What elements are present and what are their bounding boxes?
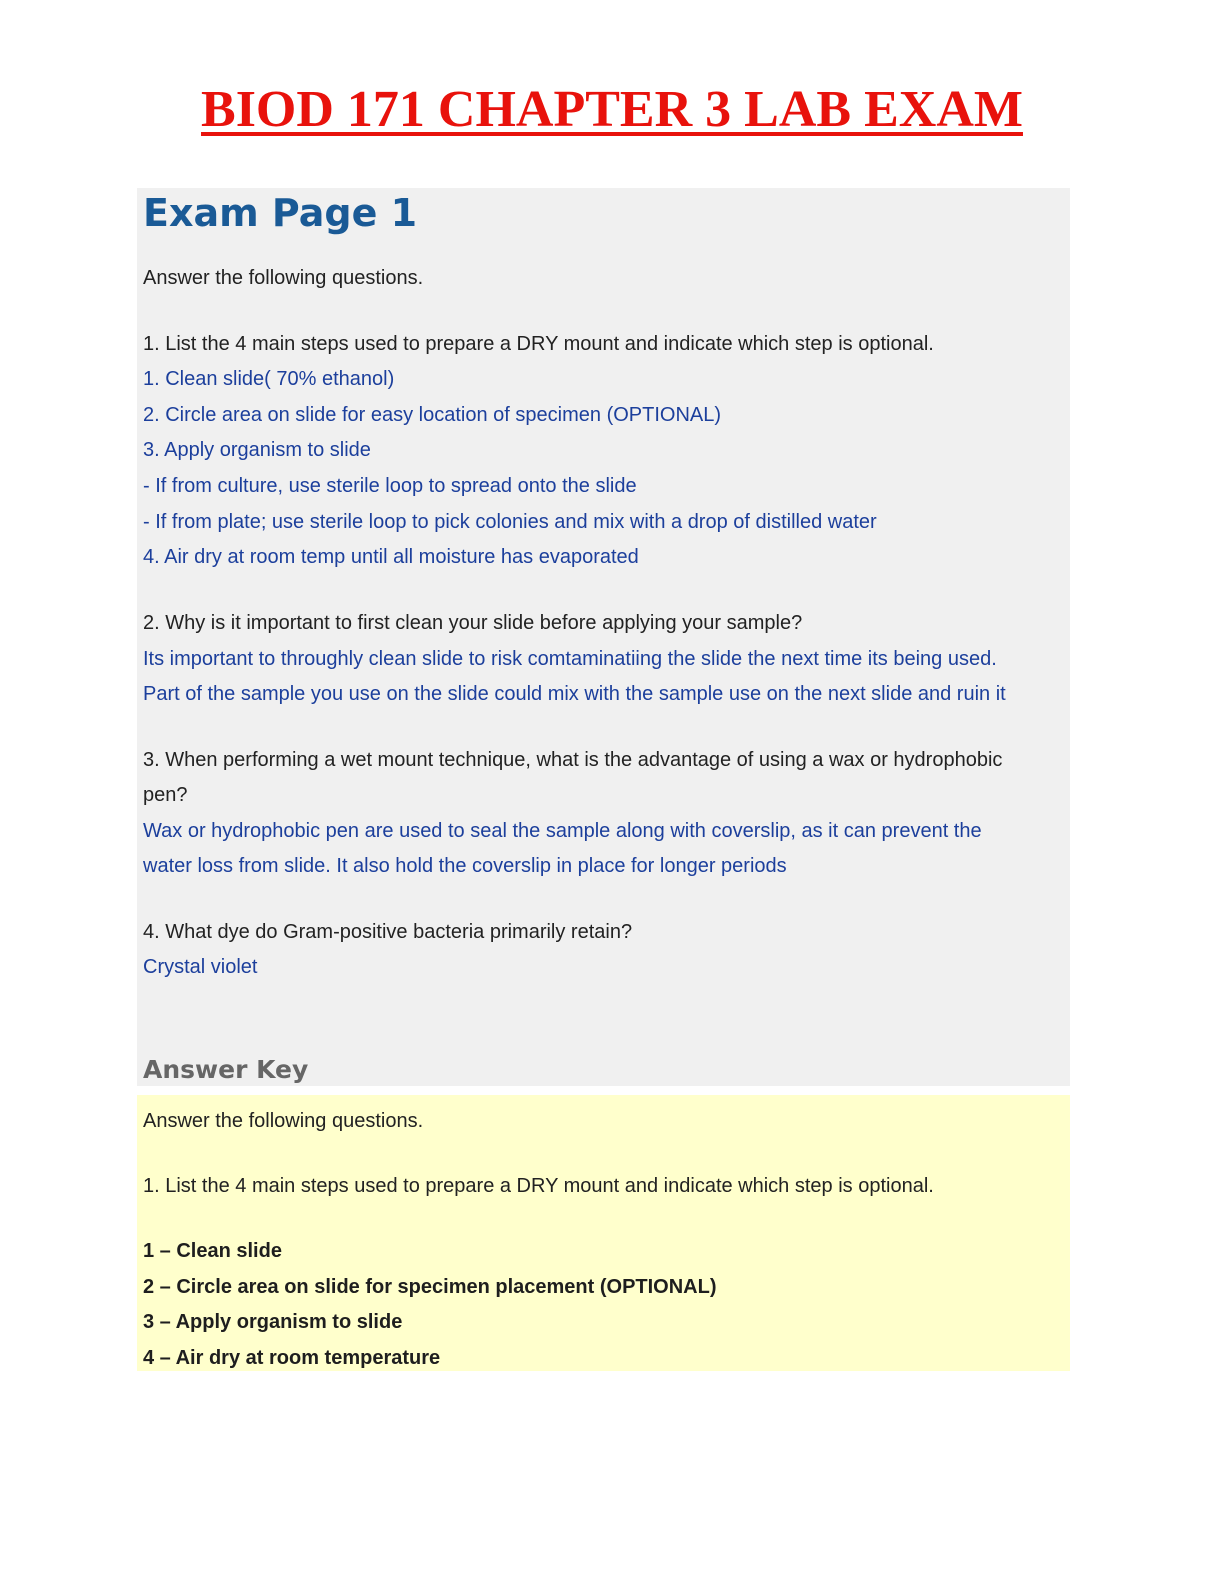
question-2: 2. Why is it important to first clean your slide before applying your sample?: [143, 612, 803, 634]
answer-1-line-3: 3. Apply organism to slide: [143, 439, 371, 461]
exam-page-heading: Exam Page 1: [143, 191, 418, 235]
answer-3-line-2: water loss from slide. It also hold the coverslip in place for longer periods: [143, 855, 787, 877]
answer-4: Crystal violet: [143, 956, 258, 978]
exam-page-panel: [137, 188, 1070, 1086]
answer-2-line-1: Its important to throughly clean slide to risk comtaminatiing the slide the next time its being used.: [143, 648, 997, 670]
question-3-line-1: 3. When performing a wet mount technique, what is the advantage of using a wax or hydrophobic: [143, 749, 1003, 771]
document-title: [0, 80, 1224, 140]
answer-1-line-4: - If from culture, use sterile loop to spread onto the slide: [143, 475, 637, 497]
answer-key-instructions: Answer the following questions.: [143, 1110, 424, 1132]
answer-key-step-2: 2 – Circle area on slide for specimen placement (OPTIONAL): [143, 1276, 717, 1298]
answer-key-step-3: 3 – Apply organism to slide: [143, 1311, 403, 1333]
answer-1-line-1: 1. Clean slide( 70% ethanol): [143, 368, 395, 390]
question-1: 1. List the 4 main steps used to prepare a DRY mount and indicate which step is optional.: [143, 333, 934, 355]
answer-key-question-1: 1. List the 4 main steps used to prepare a DRY mount and indicate which step is optional.: [143, 1175, 934, 1197]
answer-key-step-1: 1 – Clean slide: [143, 1240, 282, 1262]
document-title-text: BIOD 171 CHAPTER 3 LAB EXAM: [201, 81, 1023, 138]
answer-3-line-1: Wax or hydrophobic pen are used to seal the sample along with coverslip, as it can prevent the: [143, 820, 982, 842]
answer-key-step-4: 4 – Air dry at room temperature: [143, 1347, 441, 1369]
answer-1-line-5: - If from plate; use sterile loop to pick colonies and mix with a drop of distilled water: [143, 511, 877, 533]
question-3-line-2: pen?: [143, 784, 188, 806]
exam-instructions: Answer the following questions.: [143, 267, 424, 289]
answer-2-line-2: Part of the sample you use on the slide could mix with the sample use on the next slide and ruin it: [143, 683, 1006, 705]
answer-1-line-2: 2. Circle area on slide for easy location of specimen (OPTIONAL): [143, 404, 722, 426]
answer-1-line-6: 4. Air dry at room temp until all moisture has evaporated: [143, 546, 639, 568]
answer-key-heading: Answer Key: [143, 1055, 309, 1084]
question-4: 4. What dye do Gram-positive bacteria primarily retain?: [143, 921, 633, 943]
